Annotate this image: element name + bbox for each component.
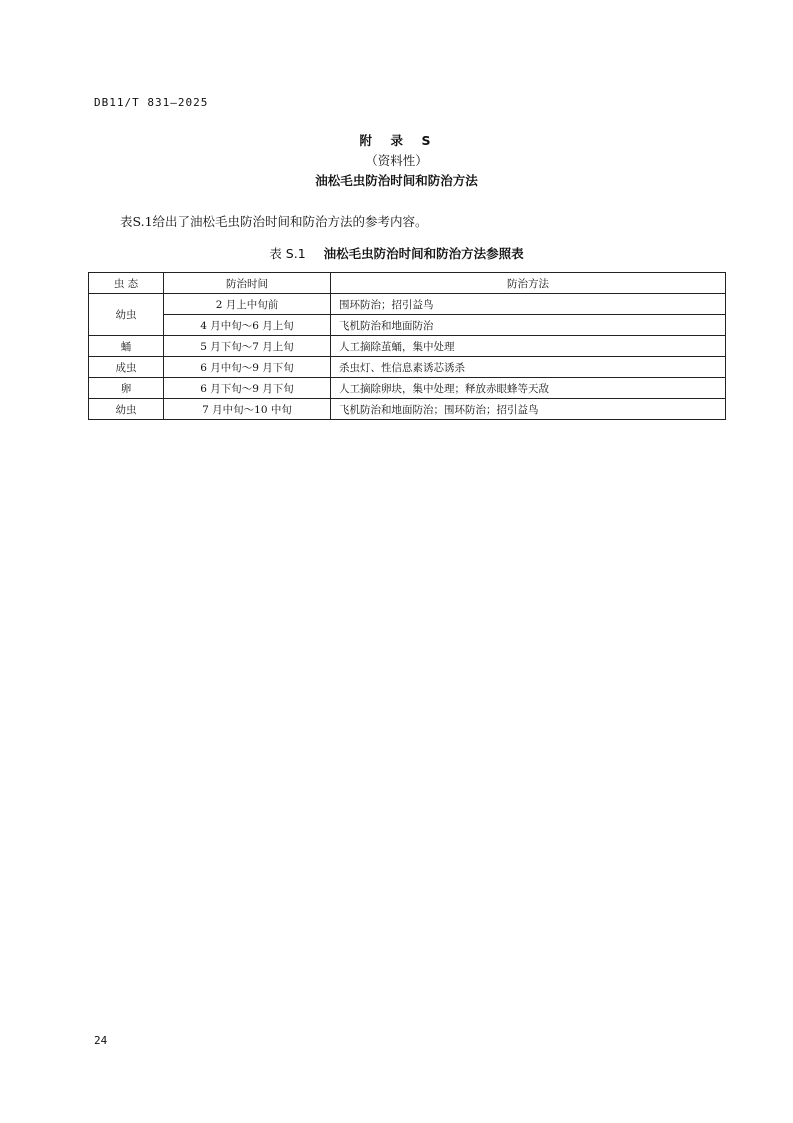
- intro-paragraph: 表S.1给出了油松毛虫防治时间和防治方法的参考内容。: [120, 214, 428, 229]
- table-caption: [0, 244, 793, 262]
- time-cell: 5 月下旬～7 月上旬: [164, 336, 331, 357]
- method-cell: 飞机防治和地面防治: [331, 315, 726, 336]
- stage-cell: 幼虫: [89, 399, 164, 420]
- table-row: [89, 294, 726, 315]
- page-number: 24: [94, 1034, 108, 1047]
- table-caption-title: 油松毛虫防治时间和防治方法参照表: [323, 246, 524, 261]
- standard-code: DB11/T 831—2025: [94, 96, 209, 109]
- table-row: [89, 399, 726, 420]
- table-header-row: [89, 273, 726, 294]
- table-row: [89, 336, 726, 357]
- method-cell: 人工摘除茧蛹，集中处理: [331, 336, 726, 357]
- time-cell: 7 月中旬～10 中旬: [164, 399, 331, 420]
- control-schedule-table: [88, 272, 726, 420]
- method-cell: 人工摘除卵块，集中处理；释放赤眼蜂等天敌: [331, 378, 726, 399]
- stage-cell: 蛹: [89, 336, 164, 357]
- time-cell: 6 月中旬～9 月下旬: [164, 357, 331, 378]
- column-header-method: 防治方法: [331, 273, 726, 294]
- time-cell: 6 月下旬～9 月下旬: [164, 378, 331, 399]
- table-row: [89, 378, 726, 399]
- method-cell: 杀虫灯、性信息素诱芯诱杀: [331, 357, 726, 378]
- appendix-title: 油松毛虫防治时间和防治方法: [315, 173, 478, 188]
- column-header-time: 防治时间: [164, 273, 331, 294]
- stage-cell: 幼虫: [89, 294, 164, 336]
- table-row: [89, 357, 726, 378]
- table-caption-number: 表 S.1: [269, 246, 306, 261]
- time-cell: 2 月上中旬前: [164, 294, 331, 315]
- column-header-stage: 虫 态: [89, 273, 164, 294]
- method-cell: 围环防治；招引益鸟: [331, 294, 726, 315]
- table-row: [89, 315, 726, 336]
- appendix-type: （资料性）: [365, 153, 428, 168]
- stage-cell: 成虫: [89, 357, 164, 378]
- stage-cell: 卵: [89, 378, 164, 399]
- time-cell: 4 月中旬～6 月上旬: [164, 315, 331, 336]
- appendix-heading: 附 录 S: [359, 133, 434, 148]
- method-cell: 飞机防治和地面防治；围环防治；招引益鸟: [331, 399, 726, 420]
